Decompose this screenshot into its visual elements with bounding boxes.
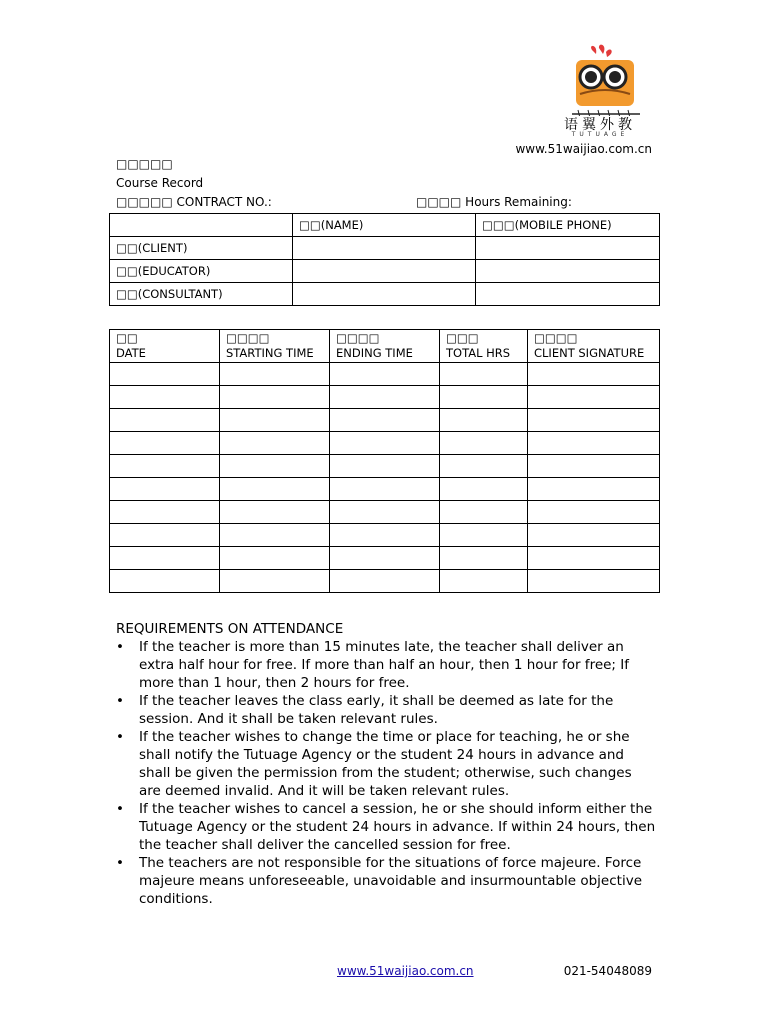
header-client-signature-cn: □□□□ [534, 331, 578, 345]
header-ending-time [330, 330, 440, 363]
ending-time-cell[interactable] [330, 547, 440, 570]
logo-text-cn: 语翼外教 [564, 117, 636, 133]
info-row-consultant [110, 283, 660, 306]
date-cell[interactable] [110, 478, 220, 501]
record-row [110, 386, 660, 409]
requirement-item [116, 638, 656, 692]
record-row [110, 478, 660, 501]
header-total-hrs-cn: □□□ [446, 331, 479, 345]
educator-phone-cell[interactable] [476, 260, 660, 283]
date-cell[interactable] [110, 363, 220, 386]
total-hrs-cell[interactable] [440, 432, 528, 455]
info-label-educator: □□(EDUCATOR) [110, 260, 293, 283]
requirement-item [116, 692, 656, 728]
record-row [110, 432, 660, 455]
starting-time-cell[interactable] [220, 409, 330, 432]
starting-time-cell[interactable] [220, 524, 330, 547]
record-row [110, 524, 660, 547]
info-header-empty [110, 214, 293, 237]
client-signature-cell[interactable] [528, 386, 660, 409]
date-cell[interactable] [110, 409, 220, 432]
date-cell[interactable] [110, 432, 220, 455]
footer-website-link[interactable]: www.51waijiao.com.cn [337, 964, 474, 978]
starting-time-cell[interactable] [220, 455, 330, 478]
bullet: • [116, 801, 124, 817]
total-hrs-cell[interactable] [440, 501, 528, 524]
requirement-item [116, 800, 656, 854]
ending-time-cell[interactable] [330, 363, 440, 386]
info-table [109, 213, 660, 306]
info-header-phone: □□□(MOBILE PHONE) [476, 214, 660, 237]
client-signature-cell[interactable] [528, 501, 660, 524]
mascot-icon [562, 44, 650, 116]
hours-remaining-label: □□□□ Hours Remaining: [416, 195, 572, 209]
requirement-text: If the teacher is more than 15 minutes late, the teacher shall deliver an extra half hour for free. If more than half an hour, then 1 hour for free; If more than 1 hour, then 2 hours for free. [139, 639, 630, 691]
total-hrs-cell[interactable] [440, 547, 528, 570]
header-client-signature-en: CLIENT SIGNATURE [534, 346, 645, 360]
header-date-en: DATE [116, 346, 146, 360]
header-total-hrs [440, 330, 528, 363]
requirements-title: REQUIREMENTS ON ATTENDANCE [116, 621, 344, 637]
header-starting-time-en: STARTING TIME [226, 346, 314, 360]
date-cell[interactable] [110, 501, 220, 524]
date-cell[interactable] [110, 570, 220, 593]
header-starting-time-cn: □□□□ [226, 331, 270, 345]
header-date [110, 330, 220, 363]
header-date-cn: □□ [116, 331, 138, 345]
requirements-list [116, 638, 656, 908]
info-header-row [110, 214, 660, 237]
record-table [109, 329, 660, 593]
ending-time-cell[interactable] [330, 432, 440, 455]
client-signature-cell[interactable] [528, 432, 660, 455]
total-hrs-cell[interactable] [440, 455, 528, 478]
total-hrs-cell[interactable] [440, 363, 528, 386]
total-hrs-cell[interactable] [440, 524, 528, 547]
doc-subtitle: Course Record [116, 176, 204, 190]
client-signature-cell[interactable] [528, 409, 660, 432]
record-row [110, 363, 660, 386]
requirement-text: If the teacher leaves the class early, it shall be deemed as late for the session. And it shall be taken relevant rules. [139, 693, 614, 727]
footer-phone: 021-54048089 [563, 964, 652, 978]
bullet: • [116, 855, 124, 871]
record-row [110, 547, 660, 570]
total-hrs-cell[interactable] [440, 570, 528, 593]
starting-time-cell[interactable] [220, 547, 330, 570]
bullet: • [116, 639, 124, 655]
starting-time-cell[interactable] [220, 432, 330, 455]
info-label-consultant: □□(CONSULTANT) [110, 283, 293, 306]
requirement-item [116, 854, 656, 908]
client-phone-cell[interactable] [476, 237, 660, 260]
requirement-text: The teachers are not responsible for the situations of force majeure. Force majeure means unforeseeable, unavoidable and insurmountable objective conditions. [139, 855, 643, 907]
date-cell[interactable] [110, 455, 220, 478]
client-signature-cell[interactable] [528, 547, 660, 570]
header-client-signature [528, 330, 660, 363]
requirement-text: If the teacher wishes to change the time or place for teaching, he or she shall notify the Tutuage Agency or the student 24 hours in advance and shall be given the permission from the student; otherwise, such changes are deemed invalid. And it will be taken relevant rules. [139, 729, 632, 799]
bullet: • [116, 693, 124, 709]
header-starting-time [220, 330, 330, 363]
total-hrs-cell[interactable] [440, 478, 528, 501]
starting-time-cell[interactable] [220, 363, 330, 386]
starting-time-cell[interactable] [220, 570, 330, 593]
header-total-hrs-en: TOTAL HRS [446, 346, 511, 360]
logo-text-en: TUTUAGE [571, 131, 629, 138]
client-signature-cell[interactable] [528, 363, 660, 386]
date-cell[interactable] [110, 547, 220, 570]
ending-time-cell[interactable] [330, 524, 440, 547]
starting-time-cell[interactable] [220, 386, 330, 409]
record-row [110, 501, 660, 524]
date-cell[interactable] [110, 524, 220, 547]
educator-name-cell[interactable] [293, 260, 476, 283]
consultant-phone-cell[interactable] [476, 283, 660, 306]
ending-time-cell[interactable] [330, 478, 440, 501]
starting-time-cell[interactable] [220, 501, 330, 524]
info-header-name: □□(NAME) [293, 214, 476, 237]
contract-label: □□□□□ CONTRACT NO.: [116, 195, 272, 209]
header-ending-time-cn: □□□□ [336, 331, 380, 345]
record-row [110, 570, 660, 593]
date-cell[interactable] [110, 386, 220, 409]
ending-time-cell[interactable] [330, 386, 440, 409]
info-row-client [110, 237, 660, 260]
record-header-row [110, 330, 660, 363]
record-row [110, 409, 660, 432]
consultant-name-cell[interactable] [293, 283, 476, 306]
ending-time-cell[interactable] [330, 455, 440, 478]
requirement-item [116, 728, 656, 800]
ending-time-cell[interactable] [330, 501, 440, 524]
header-website: www.51waijiao.com.cn [515, 142, 652, 156]
total-hrs-cell[interactable] [440, 409, 528, 432]
client-signature-cell[interactable] [528, 478, 660, 501]
starting-time-cell[interactable] [220, 478, 330, 501]
ending-time-cell[interactable] [330, 570, 440, 593]
total-hrs-cell[interactable] [440, 386, 528, 409]
header-ending-time-en: ENDING TIME [336, 346, 413, 360]
requirement-text: If the teacher wishes to cancel a session, he or she should inform either the Tutuage Agency or the student 24 hours in advance. If within 24 hours, then the teacher shall deliver the cancelled session for free. [139, 801, 656, 853]
client-signature-cell[interactable] [528, 570, 660, 593]
bullet: • [116, 729, 124, 745]
info-row-educator [110, 260, 660, 283]
client-signature-cell[interactable] [528, 455, 660, 478]
client-signature-cell[interactable] [528, 524, 660, 547]
info-label-client: □□(CLIENT) [110, 237, 293, 260]
ending-time-cell[interactable] [330, 409, 440, 432]
client-name-cell[interactable] [293, 237, 476, 260]
record-row [110, 455, 660, 478]
doc-title-cn: □□□□□ [116, 157, 173, 171]
